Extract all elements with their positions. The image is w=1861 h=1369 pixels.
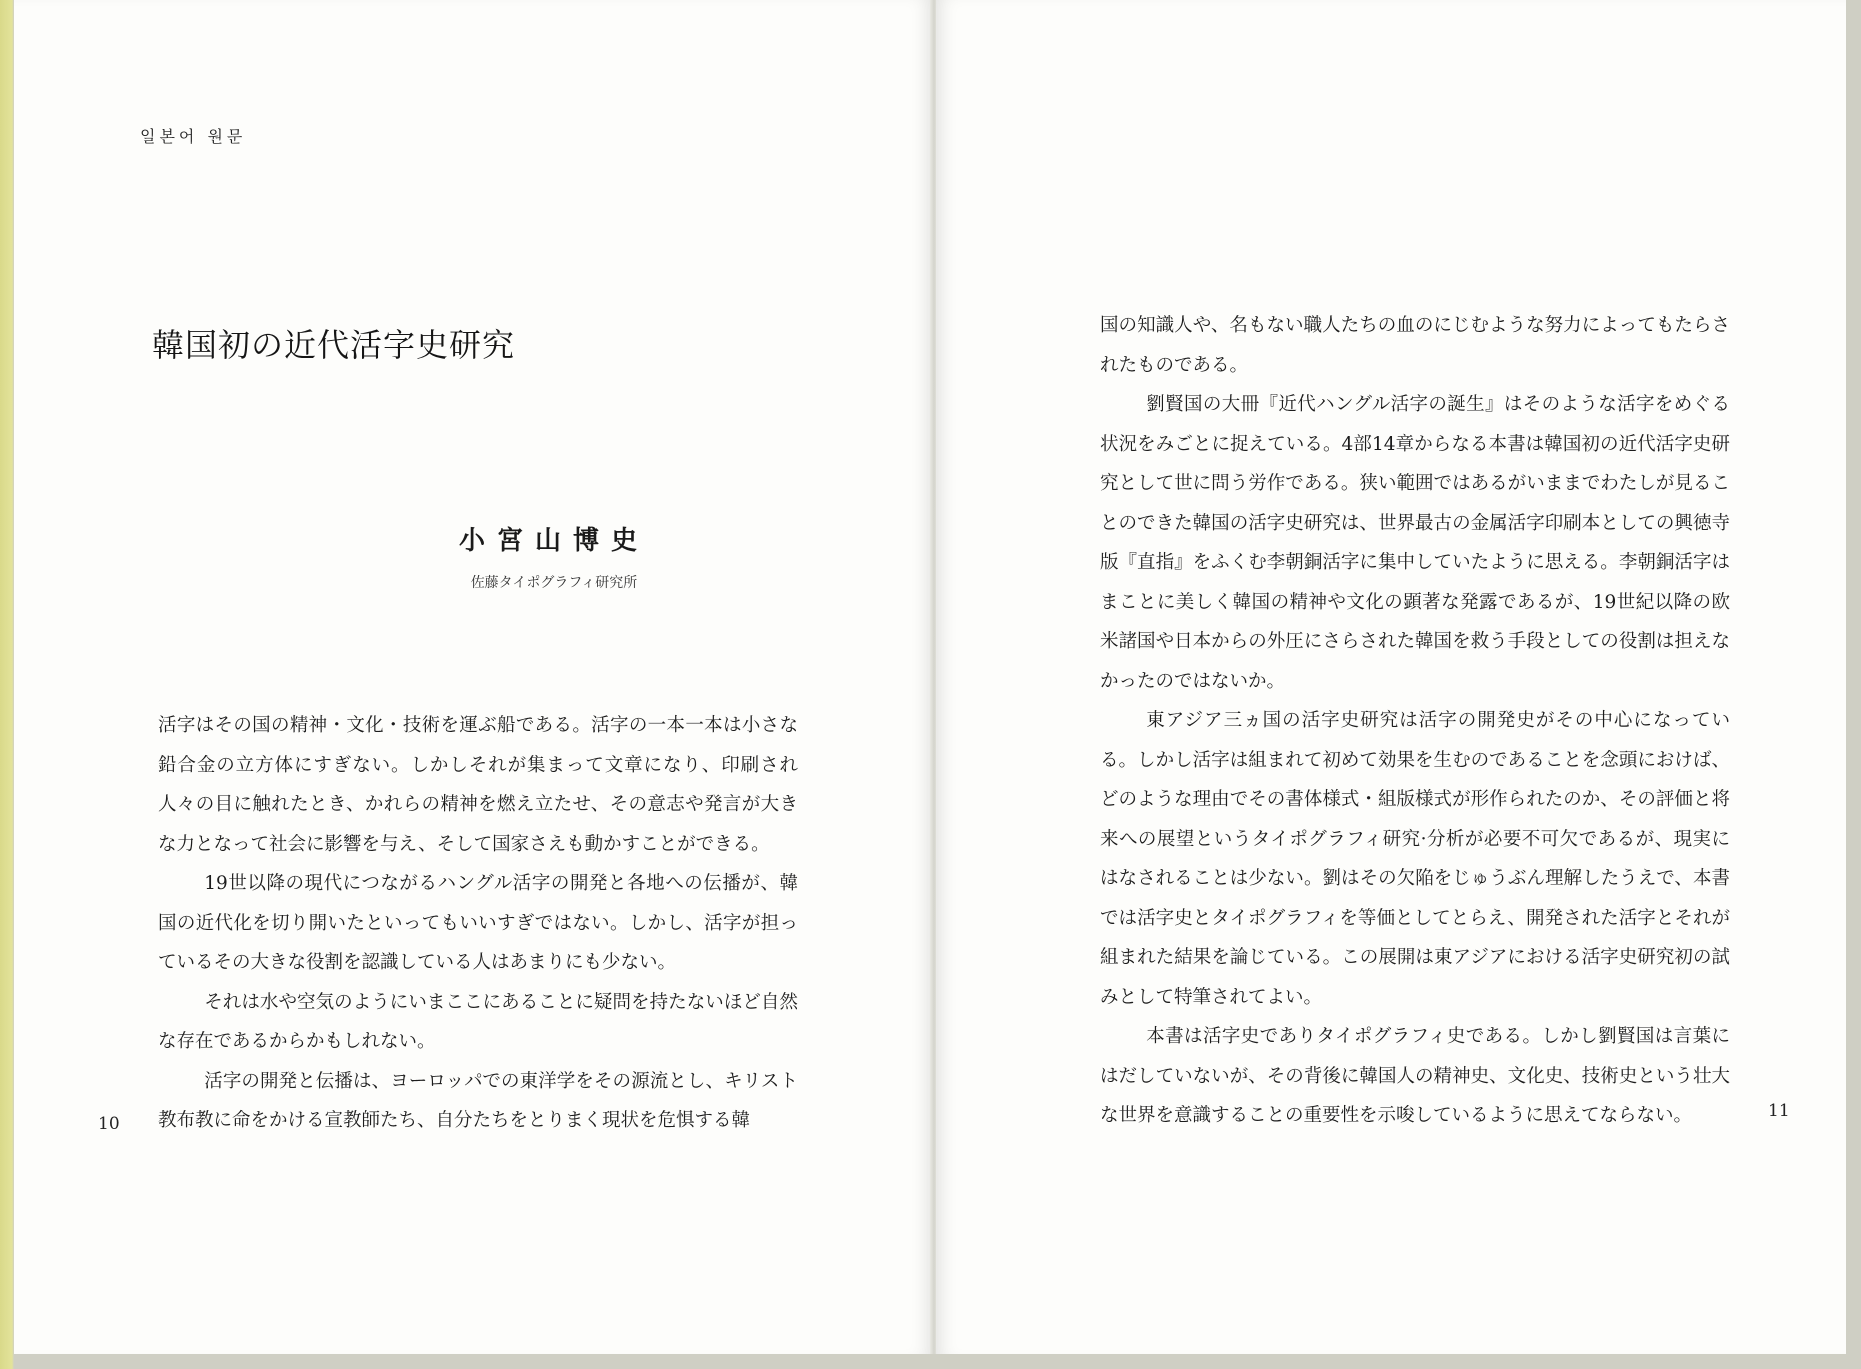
paragraph: 国の知識人や、名もない職人たちの血のにじむような努力によってもたらされたものである。: [1100, 315, 1730, 376]
page-number-left: 10: [98, 1114, 120, 1134]
section-label: 일본어 원문: [140, 127, 247, 146]
paragraph: 本書は活字史でありタイポグラフィ史である。しかし劉賢国は言葉にはだしていないが、その背後に韓国人の精神史、文化史、技術史という壮大な世界を意識することの重要性を示唆しているように思えてならない。: [1100, 1026, 1730, 1126]
left-page: [14, 0, 932, 1356]
paragraph: 劉賢国の大冊『近代ハングル活字の誕生』はそのような活字をめぐる状況をみごとに捉えている。4部14章からなる本書は韓国初の近代活字史研究として世に問う労作である。狭い範囲ではあるがいままでわたしが見ることのできた韓国の活字史研究は、世界最古の金属活字印刷本としての興徳寺版『直指』をふくむ李朝銅活字に集中していたように思える。李朝銅活字はまことに美しく韓国の精神や文化の顕著な発露であるが、19世紀以降の欧米諸国や日本からの外圧にさらされた韓国を救う手段としての役割は担えなかったのではないか。: [1100, 394, 1730, 692]
article-title: 韓国初の近代活字史研究: [152, 326, 516, 364]
book-bottom-edge: [14, 1354, 1846, 1369]
author-affiliation: 佐藤タイポグラフィ研究所: [470, 575, 638, 591]
paragraph: 活字はその国の精神・文化・技術を運ぶ船である。活字の一本一本は小さな鉛合金の立方体にすぎない。しかしそれが集まって文章になり、印刷され人々の目に触れたとき、かれらの精神を燃え立たせ、その意志や発言が大きな力となって社会に影響を与え、そして国家さえも動かすことができる。: [158, 715, 798, 855]
author-name: 小宮山博史: [458, 526, 649, 556]
paragraph: 活字の開発と伝播は、ヨーロッパでの東洋学をその源流とし、キリスト教布教に命をかける宣教師たち、自分たちをとりまく現状を危惧する韓: [158, 1070, 798, 1131]
paragraph: 東アジア三ヵ国の活字史研究は活字の開発史がその中心になっている。しかし活字は組まれて初めて効果を生むのであることを念頭におけば、どのような理由でその書体様式・組版様式が形作られたのか、その評価と将来への展望というタイポグラフィ研究·分析が必要不可欠であるが、現実にはなされることは少ない。劉はその欠陥をじゅうぶん理解したうえで、本書では活字史とタイポグラフィを等価としてとらえ、開発された活字とそれが組まれた結果を論じている。この展開は東アジアにおける活字史研究初の試みとして特筆されてよい。: [1100, 710, 1730, 1008]
left-body-text: [158, 706, 798, 1141]
paragraph: 19世以降の現代につながるハングル活字の開発と各地への伝播が、韓国の近代化を切り開いたといってもいいすぎではない。しかし、活字が担っているその大きな役割を認識している人はあまりにも少ない。: [158, 873, 798, 973]
right-body-text: [1100, 306, 1730, 1136]
paragraph: それは水や空気のようにいまここにあることに疑問を持たないほど自然な存在であるからかもしれない。: [158, 991, 798, 1052]
right-page: [936, 0, 1846, 1356]
page-number-right: 11: [1768, 1101, 1790, 1121]
